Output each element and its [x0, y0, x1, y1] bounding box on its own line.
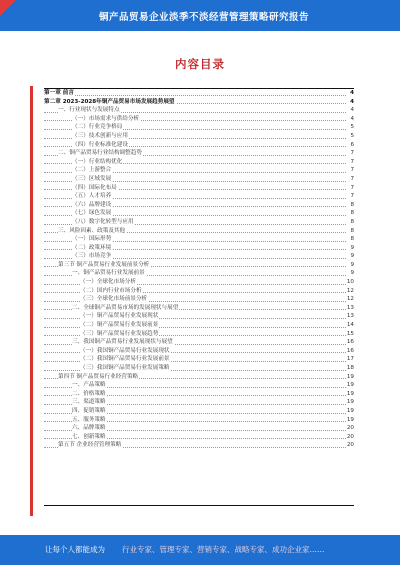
toc-entry[interactable] [44, 321, 354, 330]
toc-entry-text: （一）市场需求与供给分析 [72, 115, 140, 122]
toc-entry-page: 4 [350, 107, 354, 114]
toc-entry[interactable] [44, 381, 354, 390]
toc-entry[interactable] [44, 209, 354, 218]
toc-entry-text: （四）行业标准化建设 [72, 141, 128, 148]
toc-entry[interactable] [44, 269, 354, 278]
toc-entry[interactable] [44, 330, 354, 339]
toc-entry[interactable] [44, 158, 354, 167]
toc-entry-page: 8 [350, 227, 354, 234]
toc-entry-text: 六、品牌策略 [72, 425, 106, 432]
header-banner [0, 0, 400, 31]
toc-entry-page: 8 [350, 210, 354, 217]
toc-entry[interactable] [44, 175, 354, 184]
toc-entry-page: 5 [350, 132, 354, 139]
toc-entry-page: 12 [346, 287, 354, 294]
corner-accent [0, 0, 16, 16]
footer-banner [0, 535, 400, 565]
toc-entry-page: 9 [350, 261, 354, 268]
toc-entry-page: 7 [350, 175, 354, 182]
toc-entry[interactable] [44, 115, 354, 124]
toc-entry[interactable] [44, 433, 354, 442]
toc-entry-text: （三）技术创新与应用 [72, 132, 128, 139]
toc-entry[interactable] [44, 441, 354, 450]
toc-entry[interactable] [44, 407, 354, 416]
toc-entry[interactable] [44, 261, 354, 270]
toc-entry[interactable] [44, 192, 354, 201]
toc-entry-text: （二）铜产品贸易行业发展前景 [80, 322, 159, 329]
toc-entry-page: 13 [346, 313, 354, 320]
toc-entry-page: 7 [350, 167, 354, 174]
toc-entry[interactable] [44, 398, 354, 407]
leader-dots [44, 95, 346, 96]
toc-entry-page: 4 [350, 90, 354, 96]
toc-entry-text: （四）国际化布局 [72, 184, 117, 191]
toc-entry-text: （二）上游整合 [72, 167, 112, 174]
toc-entry[interactable] [44, 364, 354, 373]
toc-entry-text: （三）市场竞争 [72, 253, 112, 260]
toc-entry-text: 三、风险因素、政策及其他 [58, 227, 126, 234]
toc-entry-page: 9 [350, 270, 354, 277]
toc-entry[interactable] [44, 235, 354, 244]
toc-bottom-rule [44, 505, 354, 506]
toc-entry-text: （一）我国铜产品贸易行业发展现状 [80, 347, 170, 354]
toc-entry-page: 20 [346, 425, 354, 432]
toc-entry[interactable] [44, 347, 354, 356]
toc-entry-text: （一）铜产品贸易行业发展现状 [80, 313, 159, 320]
toc-entry-page: 7 [350, 150, 354, 157]
toc-entry-page: 4 [350, 115, 354, 122]
toc-entry-text: 第一章 前言 [44, 90, 74, 96]
toc-entry-page: 16 [346, 339, 354, 346]
toc-entry[interactable] [44, 141, 354, 150]
toc-entry-page: 8 [350, 201, 354, 208]
toc-entry[interactable] [44, 373, 354, 382]
toc-entry[interactable] [44, 338, 354, 347]
toc-entry-text: （三）我国铜产品贸易行业发展策略 [80, 365, 170, 371]
toc-entry-text: 第三节 铜产品贸易行业发展前景分析 [58, 261, 150, 268]
toc-entry[interactable] [44, 106, 354, 115]
toc-entry[interactable] [44, 149, 354, 158]
toc-entry-page: 5 [350, 124, 354, 131]
toc-entry-text: 三、渠道策略 [72, 399, 106, 406]
toc-entry-page: 7 [350, 158, 354, 165]
toc-entry-text: （一）全球化市场分析 [80, 279, 136, 286]
toc-entry-text: 一、产品策略 [72, 382, 106, 389]
toc-entry-text: 二、价格策略 [72, 390, 106, 397]
footer-slogan: 让每个人都能成为 [45, 545, 105, 554]
toc-entry[interactable] [44, 166, 354, 175]
toc-entry-page: 19 [346, 407, 354, 414]
toc-entry-text: 三、我国铜产品贸易行业发展现状与展望 [72, 339, 173, 346]
toc-entry-page: 9 [350, 253, 354, 260]
footer-tagline: 行业专家、管理专家、营销专家、战略专家、成功企业家…… [122, 545, 325, 554]
toc-entry-text: （一）国际形势 [72, 236, 112, 243]
toc-entry-text: 一、行业现状与发展特点 [58, 107, 120, 114]
toc-entry-text: 二、全球铜产品贸易市场的发展现状与展望 [72, 304, 179, 311]
toc-entry[interactable] [44, 98, 354, 107]
toc-entry-page: 19 [346, 416, 354, 423]
toc-entry-text: （七）绿色发展 [72, 210, 112, 217]
toc-entry-text: （二）国内行业市场分析 [80, 287, 142, 294]
report-title: 铜产品贸易企业淡季不淡经营管理策略研究报告 [98, 11, 309, 23]
toc-heading: 内容目录 [175, 57, 225, 71]
toc-entry-text: （二）行业竞争格局 [72, 124, 123, 131]
toc-entry-text: 第四节 铜产品贸易行业经营策略 [58, 373, 139, 380]
toc-entry[interactable] [44, 312, 354, 321]
toc-entry-text: （五）人才培养 [72, 193, 112, 200]
toc-entry-text: 七、创新策略 [72, 433, 106, 440]
toc-entry-page: 12 [346, 296, 354, 303]
toc-entry-text: （八）数字化转型与应用 [72, 218, 134, 225]
toc-entry-page: 6 [350, 141, 354, 148]
toc-entry-text: （二）我国铜产品贸易行业发展前景 [80, 356, 170, 363]
toc-entry-page: 4 [350, 98, 354, 105]
toc-entry-text: 二、铜产品贸易行业结构调整趋势 [58, 150, 142, 157]
toc-entry[interactable] [44, 295, 354, 304]
toc-entry-page: 16 [346, 347, 354, 354]
toc-entry-page: 18 [346, 365, 354, 371]
toc-entry-text: （三）全球化市场前景分析 [80, 296, 148, 303]
toc-entry-text: 第五节 企业经营管理策略 [58, 442, 122, 449]
toc-entry[interactable] [44, 201, 354, 210]
toc-entry[interactable] [44, 390, 354, 399]
toc-entry[interactable] [44, 89, 354, 98]
toc-entry[interactable] [44, 416, 354, 425]
toc-entry-page: 19 [346, 382, 354, 389]
toc-entry-page: 13 [346, 304, 354, 311]
toc-entry-text: 五、服务策略 [72, 416, 106, 423]
toc-entry-page: 20 [346, 442, 354, 449]
toc-entry[interactable] [44, 132, 354, 141]
toc-entry-page: 8 [350, 218, 354, 225]
toc-entry[interactable] [44, 424, 354, 433]
toc-entry-page: 14 [346, 322, 354, 329]
toc-entry[interactable] [44, 244, 354, 253]
toc-entry[interactable] [44, 287, 354, 296]
toc-entry-page: 17 [346, 356, 354, 363]
toc-entry-text: 四、促销策略 [72, 407, 106, 414]
table-of-contents [44, 89, 354, 450]
toc-entry-text: （三）区域发展 [72, 175, 112, 182]
toc-entry-text: 一、铜产品贸易行业发展前景 [72, 270, 145, 277]
toc-entry[interactable] [44, 304, 354, 313]
toc-entry-page: 8 [350, 236, 354, 243]
toc-entry[interactable] [44, 355, 354, 364]
toc-entry[interactable] [44, 227, 354, 236]
toc-entry[interactable] [44, 278, 354, 287]
side-accent-bar [30, 86, 33, 516]
toc-entry-page: 19 [346, 390, 354, 397]
toc-entry-page: 9 [350, 244, 354, 251]
toc-entry-text: （六）品牌建设 [72, 201, 112, 208]
toc-entry-page: 20 [346, 433, 354, 440]
toc-entry[interactable] [44, 184, 354, 193]
toc-entry-text: （三）铜产品贸易行业发展趋势 [80, 330, 159, 337]
toc-entry-page: 7 [350, 184, 354, 191]
toc-entry-text: （一）行业结构优化 [72, 158, 123, 165]
toc-entry-page: 7 [350, 193, 354, 200]
toc-entry[interactable] [44, 218, 354, 227]
toc-entry[interactable] [44, 252, 354, 261]
toc-entry-text: 第二章 2023-2028年铜产品贸易市场发展趋势展望 [44, 98, 175, 105]
toc-entry[interactable] [44, 123, 354, 132]
toc-entry-page: 19 [346, 373, 354, 380]
toc-entry-page: 19 [346, 399, 354, 406]
toc-entry-page: 10 [346, 279, 354, 286]
toc-entry-text: （二）政策环境 [72, 244, 112, 251]
toc-entry-page: 15 [346, 330, 354, 337]
